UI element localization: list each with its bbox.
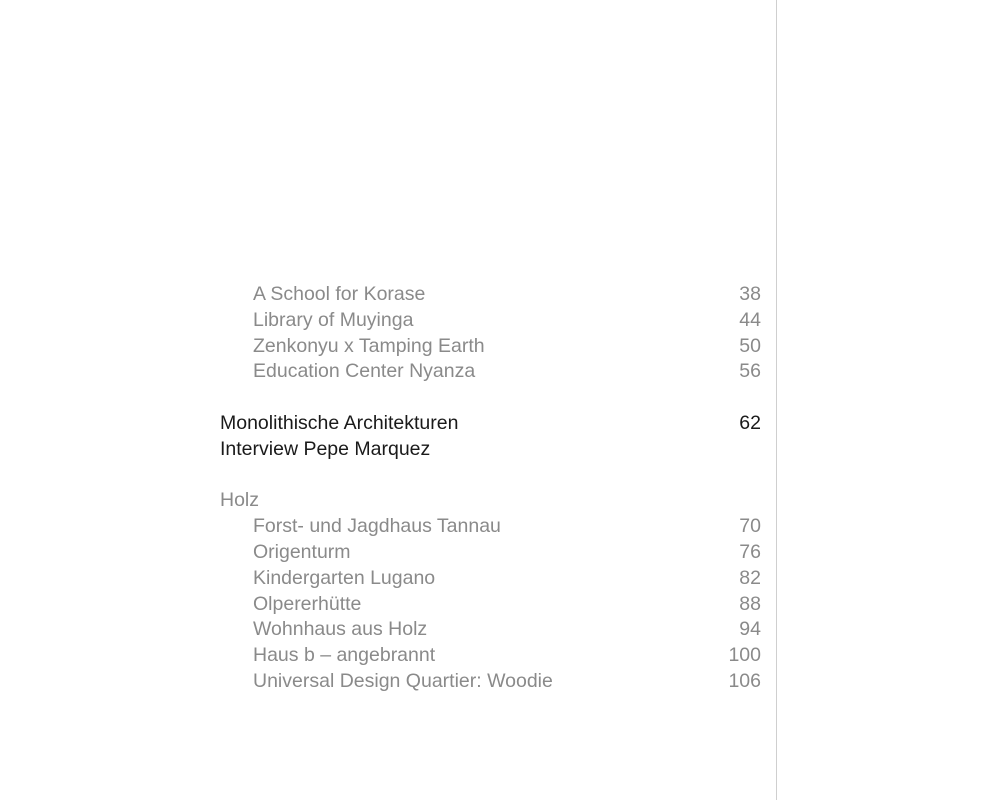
toc-section-subtitle-row: [220, 437, 761, 463]
table-of-contents: [220, 282, 761, 695]
toc-section-title: Holz: [220, 489, 260, 512]
toc-entry-title: Forst- und Jagdhaus Tannau: [253, 515, 501, 538]
toc-entry-page: 56: [739, 360, 761, 383]
section-spacer: [220, 385, 761, 411]
toc-entry-page: 38: [739, 283, 761, 305]
toc-entry-title: Zenkonyu x Tamping Earth: [253, 334, 485, 357]
toc-section-page: 62: [739, 411, 761, 434]
toc-entry: [220, 669, 761, 695]
toc-entry: [220, 514, 761, 540]
toc-entry-page: 94: [739, 618, 761, 641]
toc-entry: [220, 308, 761, 334]
toc-entry-page: 100: [728, 644, 761, 667]
toc-entry: [220, 592, 761, 618]
toc-entry: [220, 566, 761, 592]
section-spacer: [220, 463, 761, 489]
toc-entry-page: 106: [728, 669, 761, 692]
toc-entry-page: 88: [739, 592, 761, 615]
toc-entry: [220, 359, 761, 385]
toc-entry-title: Library of Muyinga: [253, 308, 414, 331]
toc-entry-title: A School for Korase: [253, 283, 426, 305]
toc-entry-page: 44: [739, 308, 761, 331]
page-gutter-divider: [776, 0, 777, 800]
toc-entry-title: Universal Design Quartier: Woodie: [253, 669, 553, 692]
toc-section-subtitle: Interview Pepe Marquez: [220, 437, 431, 460]
toc-entry-page: 50: [739, 334, 761, 357]
toc-section-heading: [220, 411, 761, 437]
toc-entry-title: Origenturm: [253, 540, 351, 563]
toc-entry-title: Wohnhaus aus Holz: [253, 618, 428, 641]
toc-entry: [220, 334, 761, 360]
toc-entry-page: 82: [739, 566, 761, 589]
toc-entry-title: Olpererhütte: [253, 592, 362, 615]
toc-entry: [220, 643, 761, 669]
toc-entry-page: 70: [739, 515, 761, 538]
toc-entry-title: Kindergarten Lugano: [253, 566, 436, 589]
toc-section-title: Monolithische Architekturen: [220, 411, 459, 434]
toc-entry: [220, 540, 761, 566]
toc-entry-title: Education Center Nyanza: [253, 360, 476, 383]
toc-entry-title: Haus b – angebrannt: [253, 644, 436, 667]
toc-entry: [220, 282, 761, 308]
toc-section-heading: [220, 488, 761, 514]
toc-entry: [220, 617, 761, 643]
toc-entry-page: 76: [739, 540, 761, 563]
